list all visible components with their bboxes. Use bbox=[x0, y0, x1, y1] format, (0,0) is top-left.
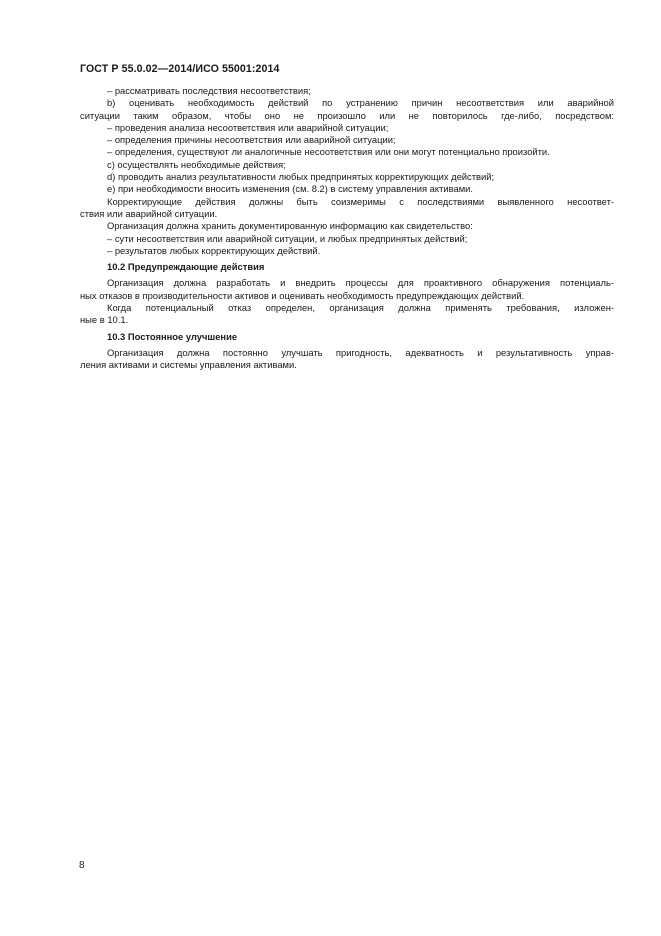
text-line: ствия или аварийной ситуации. bbox=[80, 207, 218, 219]
text-line: c) осуществлять необходимые действия; bbox=[107, 158, 286, 170]
text-line: Организация должна хранить документированную информацию как свидетельство: bbox=[107, 220, 473, 232]
text-line: – сути несоответствия или аварийной ситуации, и любых предпринятых действий; bbox=[107, 232, 468, 244]
text-line: – определения, существуют ли аналогичные несоответствия или они могут потенциально произойти. bbox=[107, 146, 550, 158]
document-body bbox=[80, 85, 614, 372]
text-line: – проведения анализа несоответствия или аварийной ситуации; bbox=[107, 121, 389, 133]
text-line: ные в 10.1. bbox=[80, 314, 129, 326]
text-line: e) при необходимости вносить изменения (см. 8.2) в систему управления активами. bbox=[107, 183, 474, 195]
document-header: ГОСТ Р 55.0.02—2014/ИСО 55001:2014 bbox=[80, 63, 280, 75]
text-line: Когда потенциальный отказ определен, организация должна применять требования, изложен- bbox=[107, 302, 614, 314]
page-number: 8 bbox=[79, 860, 85, 871]
text-line: – определения причины несоответствия или аварийной ситуации; bbox=[107, 134, 396, 146]
text-line: Корректирующие действия должны быть соизмеримы с последствиями выявленного несоответ- bbox=[107, 195, 614, 207]
section-heading-10-3: 10.3 Постоянное улучшение bbox=[107, 330, 238, 342]
text-line: Организация должна постоянно улучшать пригодность, адекватность и результативность управ- bbox=[107, 346, 614, 358]
section-heading-10-2: 10.2 Предупреждающие действия bbox=[107, 261, 265, 273]
text-line: d) проводить анализ результативности любых предпринятых корректирующих действий; bbox=[107, 171, 495, 183]
text-line: b) оценивать необходимость действий по устранению причин несоответствия или аварийной bbox=[107, 97, 614, 109]
text-line: ления активами и системы управления активами. bbox=[80, 359, 297, 371]
text-line: ных отказов в производительности активов и оценивать необходимость предупреждающих действий. bbox=[80, 289, 525, 301]
text-line: – рассматривать последствия несоответствия; bbox=[107, 85, 311, 96]
text-line: – результатов любых корректирующих действий. bbox=[107, 244, 321, 256]
text-line: Организация должна разработать и внедрить процессы для проактивного обнаружения потенциаль- bbox=[107, 277, 614, 289]
text-line: ситуации таким образом, чтобы оно не произошло или не повторилось где-либо, посредством: bbox=[80, 109, 614, 121]
